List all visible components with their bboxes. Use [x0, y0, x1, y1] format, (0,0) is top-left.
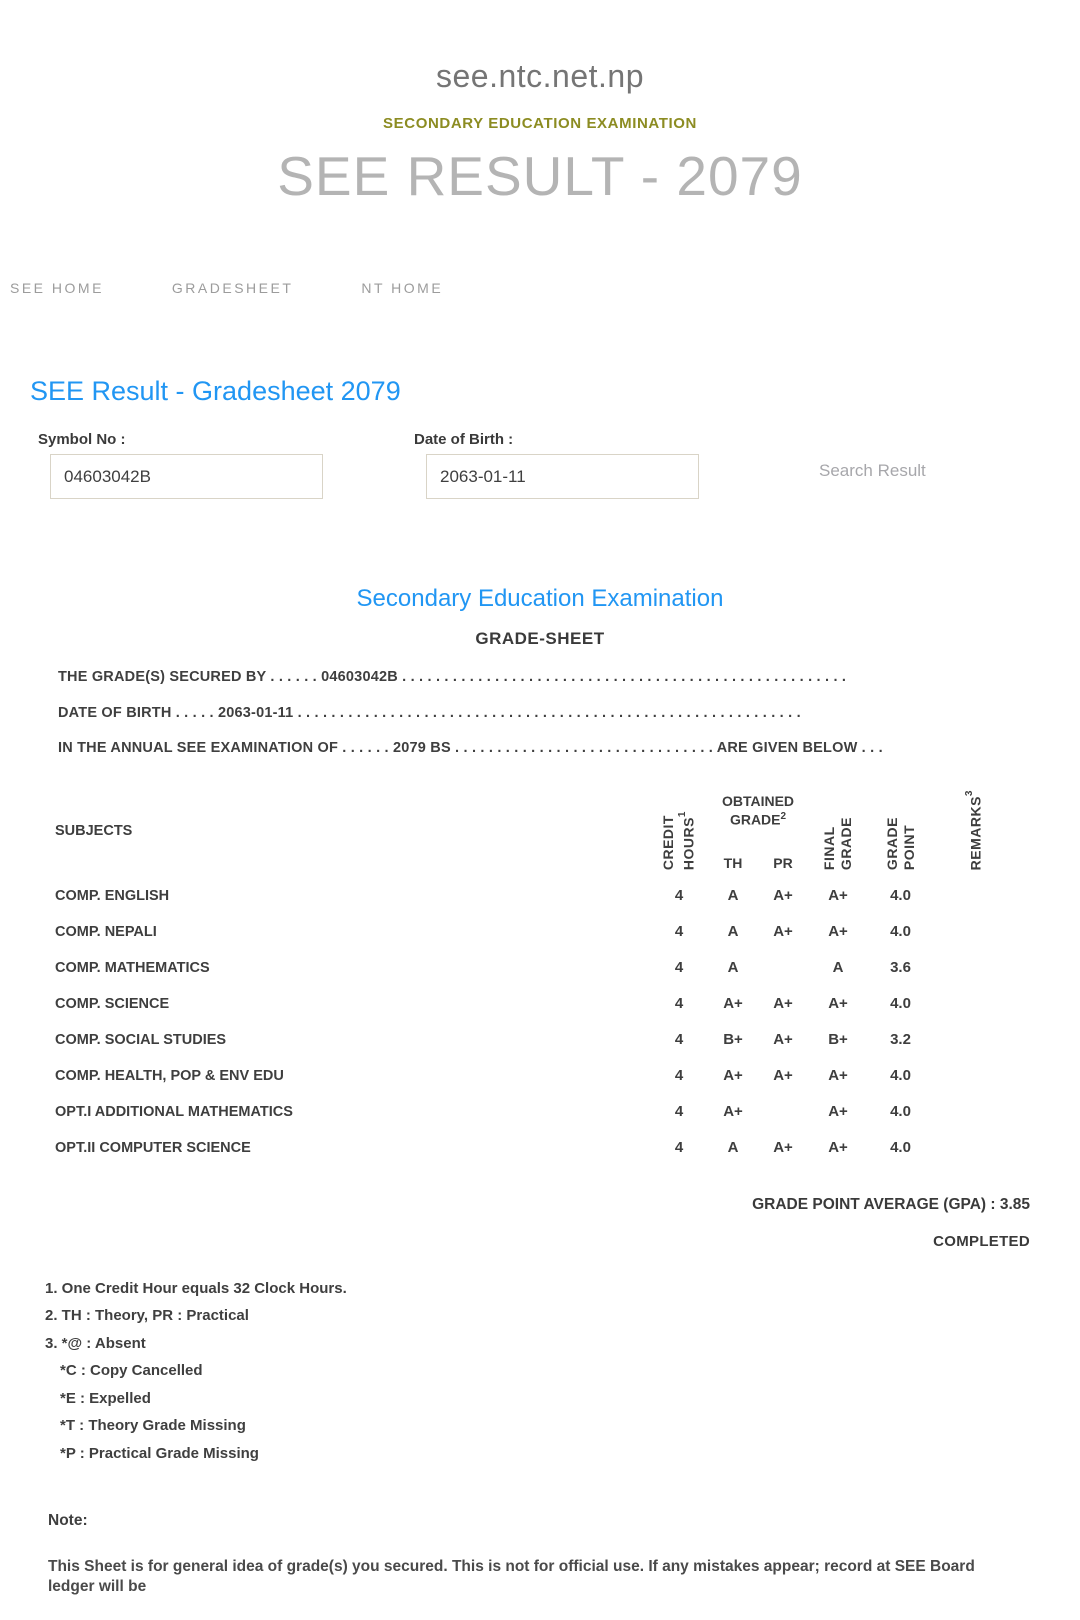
dob-input[interactable]	[426, 454, 699, 499]
cell-subject: COMP. MATHEMATICS	[55, 959, 210, 976]
cell-credit: 4	[674, 995, 684, 1012]
secured-by-line: THE GRADE(S) SECURED BY . . . . . . 04603042B . . . . . . . . . . . . . . . . . . . . . . . . . . . . . . . . . . . . . . . . . . . . . . . . . . . . .	[58, 670, 847, 685]
footnote-copy-cancelled: *C : Copy Cancelled	[60, 1362, 203, 1379]
gradesheet-subheading: GRADE-SHEET	[475, 629, 605, 648]
note-text: This Sheet is for general idea of grade(s) you secured. This is not for official use. If any mistakes appear; record at SEE Board ledger will be	[48, 1557, 975, 1595]
note-label: Note:	[48, 1511, 88, 1529]
grades-table	[30, 784, 1015, 1166]
col-obtained-grade: OBTAINED GRADE$^2$	[721, 792, 795, 829]
status-completed: COMPLETED	[933, 1232, 1030, 1250]
search-result-button[interactable]: Search Result	[819, 453, 926, 489]
col-subjects: SUBJECTS	[55, 822, 133, 839]
cell-final: B+	[828, 1031, 848, 1048]
search-form	[0, 431, 1080, 499]
cell-gp: 4.0	[890, 923, 911, 940]
cell-final: A+	[828, 887, 848, 904]
cell-remarks	[933, 1130, 1015, 1166]
cell-th: A+	[723, 1103, 743, 1120]
footnotes	[45, 1280, 1080, 1462]
cell-final: A+	[828, 995, 848, 1012]
cell-credit: 4	[674, 1031, 684, 1048]
cell-remarks	[933, 1058, 1015, 1094]
cell-gp: 4.0	[890, 1067, 911, 1084]
cell-subject: COMP. SOCIAL STUDIES	[55, 1031, 227, 1048]
cell-subject: COMP. ENGLISH	[55, 887, 170, 904]
cell-pr: A+	[773, 887, 793, 904]
cell-pr: A+	[773, 923, 793, 940]
cell-th: A+	[723, 1067, 743, 1084]
exam-label: SECONDARY EDUCATION EXAMINATION	[383, 115, 697, 132]
symbol-input[interactable]	[50, 454, 323, 499]
cell-remarks	[933, 914, 1015, 950]
col-pr: PR	[773, 854, 793, 871]
cell-final: A+	[828, 1103, 848, 1120]
gpa-line: GRADE POINT AVERAGE (GPA) : 3.85	[752, 1195, 1030, 1213]
cell-th: A	[727, 887, 739, 904]
dob-field-group	[414, 431, 699, 499]
cell-gp: 4.0	[890, 1103, 911, 1120]
cell-credit: 4	[674, 959, 684, 976]
footnote-credit-hour: 1. One Credit Hour equals 32 Clock Hours.	[45, 1279, 347, 1297]
cell-credit: 4	[674, 1103, 684, 1120]
nav-gradesheet[interactable]: GRADESHEET	[171, 280, 294, 296]
cell-final: A+	[828, 1139, 848, 1156]
cell-credit: 4	[674, 1067, 684, 1084]
cell-remarks	[933, 950, 1015, 986]
cell-subject: COMP. NEPALI	[55, 923, 157, 940]
cell-gp: 4.0	[890, 887, 911, 904]
col-grade-point: GRADE POINT	[883, 817, 917, 871]
table-row	[30, 1022, 1015, 1058]
cell-final: A+	[828, 1067, 848, 1084]
cell-pr: A+	[773, 995, 793, 1012]
cell-subject: COMP. SCIENCE	[55, 995, 170, 1012]
cell-pr: A+	[773, 1031, 793, 1048]
dob-label: Date of Birth :	[414, 431, 514, 448]
cell-subject: COMP. HEALTH, POP & ENV EDU	[55, 1067, 284, 1084]
footnote-expelled: *E : Expelled	[60, 1389, 151, 1407]
cell-remarks	[933, 1022, 1015, 1058]
cell-th: A	[727, 923, 739, 940]
cell-pr: A+	[773, 1067, 793, 1084]
table-row	[30, 986, 1015, 1022]
grades-tbody	[30, 878, 1015, 1166]
site-header	[0, 0, 1080, 208]
nav-nt-home[interactable]: NT HOME	[361, 280, 444, 296]
cell-pr	[758, 950, 808, 986]
cell-remarks	[933, 878, 1015, 914]
table-row	[30, 1058, 1015, 1094]
col-final-grade: FINAL GRADE	[821, 817, 855, 871]
page-title: SEE RESULT - 2079	[277, 145, 803, 207]
symbol-label: Symbol No :	[38, 431, 126, 448]
cell-gp: 3.6	[890, 959, 911, 976]
cell-remarks	[933, 986, 1015, 1022]
examination-of-line: IN THE ANNUAL SEE EXAMINATION OF . . . . . . 2079 BS . . . . . . . . . . . . . . . . . . . . . . . . . . . . . . . ARE GIVEN BELOW . . .	[58, 741, 883, 756]
main-nav	[0, 280, 1080, 296]
cell-gp: 4.0	[890, 995, 911, 1012]
cell-gp: 4.0	[890, 1139, 911, 1156]
table-row	[30, 1130, 1015, 1166]
date-of-birth-line: DATE OF BIRTH . . . . . 2063-01-11 . . . . . . . . . . . . . . . . . . . . . . . . . . . . . . . . . . . . . . . . . . . . . . . . . . . . . . . . . . . .	[58, 705, 801, 720]
col-th: TH	[723, 854, 743, 871]
cell-remarks	[933, 1094, 1015, 1130]
footnote-theory-missing: *T : Theory Grade Missing	[60, 1417, 246, 1434]
table-row	[30, 1094, 1015, 1130]
cell-credit: 4	[674, 1139, 684, 1156]
cell-final: A	[832, 959, 844, 976]
footnote-practical-missing: *P : Practical Grade Missing	[60, 1444, 259, 1462]
footnote-absent: 3. *@ : Absent	[45, 1334, 146, 1352]
col-credit-hours: CREDIT HOURS$^1$	[660, 811, 697, 871]
cell-pr: A+	[773, 1139, 793, 1156]
table-row	[30, 950, 1015, 986]
cell-pr	[758, 1094, 808, 1130]
table-row	[30, 878, 1015, 914]
cell-th: B+	[723, 1031, 743, 1048]
col-remarks: REMARKS$^3$	[963, 790, 984, 871]
site-title: see.ntc.net.np	[435, 58, 645, 94]
gradesheet-heading: Secondary Education Examination	[356, 585, 724, 612]
nav-see-home[interactable]: SEE HOME	[10, 280, 104, 296]
cell-final: A+	[828, 923, 848, 940]
symbol-field-group	[38, 431, 323, 499]
cell-gp: 3.2	[890, 1031, 911, 1048]
cell-subject: OPT.I ADDITIONAL MATHEMATICS	[55, 1103, 293, 1120]
cell-credit: 4	[674, 923, 684, 940]
cell-credit: 4	[674, 887, 684, 904]
cell-th: A	[727, 1139, 739, 1156]
footnote-th-pr: 2. TH : Theory, PR : Practical	[45, 1307, 249, 1324]
cell-th: A+	[723, 995, 743, 1012]
section-heading: SEE Result - Gradesheet 2079	[30, 376, 401, 406]
table-row	[30, 914, 1015, 950]
cell-th: A	[727, 959, 739, 976]
cell-subject: OPT.II COMPUTER SCIENCE	[55, 1139, 251, 1156]
